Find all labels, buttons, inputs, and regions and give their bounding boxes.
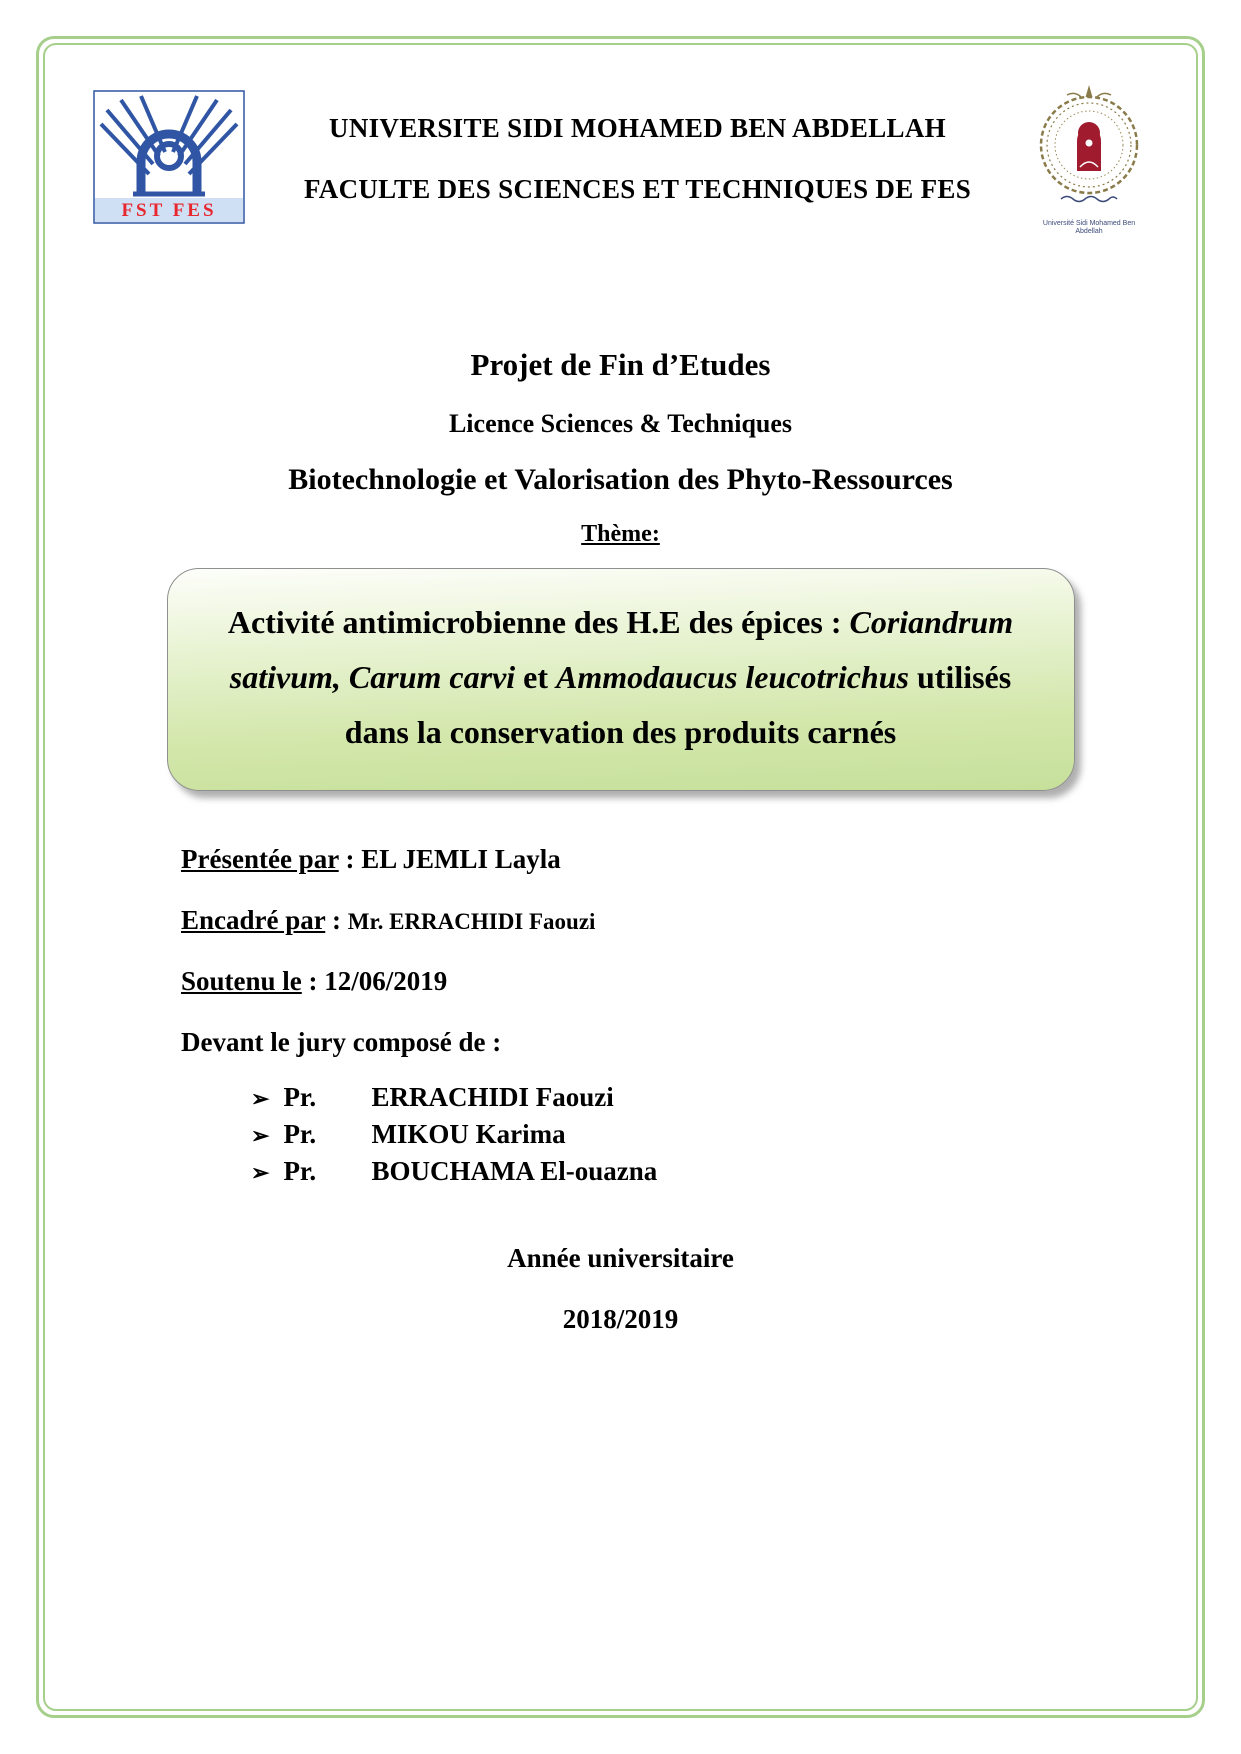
university-seal-graphic (1033, 83, 1145, 213)
university-seal (1030, 83, 1148, 235)
header (93, 83, 1148, 235)
thesis-title-species: Coriandrum sativum, Carum carvi (229, 604, 1014, 696)
jury-member-title: Pr. (283, 1119, 317, 1150)
fst-fes-logo (93, 90, 245, 229)
jury-member-title: Pr. (283, 1082, 317, 1113)
separator: : (338, 844, 362, 875)
separator: : (301, 965, 325, 996)
supervisor-label: Encadré par (181, 905, 326, 936)
jury-list (251, 1082, 1148, 1187)
fst-fes-logo-graphic (93, 90, 245, 224)
thesis-title-segment: et (515, 659, 557, 696)
faculty-name: FACULTE DES SCIENCES ET TECHNIQUES DE FES (303, 174, 972, 205)
supervisor-value: Mr. ERRACHIDI Faouzi (347, 909, 596, 935)
degree-title: Licence Sciences & Techniques (448, 409, 793, 439)
defense-date-value: 12/06/2019 (324, 965, 448, 996)
presented-by-label: Présentée par (181, 844, 339, 875)
arrow-bullet-icon: ➢ (251, 1123, 270, 1149)
presented-by-value: EL JEMLI Layla (361, 844, 561, 875)
university-seal-caption: Université Sidi Mohamed Ben Abdellah (1042, 220, 1136, 235)
header-titles (263, 113, 1012, 205)
program-title: Biotechnologie et Valorisation des Phyto-Ressources (288, 463, 953, 497)
page-content (45, 45, 1196, 1709)
project-title: Projet de Fin d’Etudes (470, 347, 771, 383)
defense-date-line (181, 965, 1148, 999)
thesis-title-species: Ammodaucus leucotrichus (556, 659, 909, 696)
thesis-title-segment: utilisés dans la conservation des produits carnés (344, 659, 1012, 751)
intro-section (93, 347, 1148, 548)
thesis-title-segment: Activité antimicrobienne des H.E des épices : (227, 604, 850, 641)
academic-year-label: Année universitaire (507, 1243, 734, 1274)
jury-member-row (251, 1119, 1148, 1150)
jury-member-name: BOUCHAMA El-ouazna (371, 1156, 658, 1187)
academic-year-value: 2018/2019 (562, 1304, 679, 1335)
jury-member-row (251, 1082, 1148, 1113)
arrow-bullet-icon: ➢ (251, 1086, 270, 1112)
jury-member-name: ERRACHIDI Faouzi (371, 1082, 614, 1113)
jury-intro-line: Devant le jury composé de : (181, 1026, 502, 1057)
theme-label: Thème: (581, 521, 660, 548)
separator: : (325, 905, 348, 936)
jury-member-title: Pr. (283, 1156, 317, 1187)
defense-date-label: Soutenu le (181, 965, 302, 996)
thesis-title-box (167, 568, 1075, 791)
arrow-bullet-icon: ➢ (251, 1160, 270, 1186)
fst-fes-logo-text: FST FES (121, 199, 217, 221)
jury-member-name: MIKOU Karima (371, 1119, 566, 1150)
university-name: UNIVERSITE SIDI MOHAMED BEN ABDELLAH (329, 113, 946, 144)
jury-member-row (251, 1156, 1148, 1187)
page-border-outer (36, 36, 1205, 1718)
details-section (181, 843, 1148, 1059)
page-border-inner (43, 43, 1198, 1711)
presented-by-line (181, 843, 1148, 877)
footer-section (93, 1243, 1148, 1335)
supervisor-line (181, 904, 1148, 938)
